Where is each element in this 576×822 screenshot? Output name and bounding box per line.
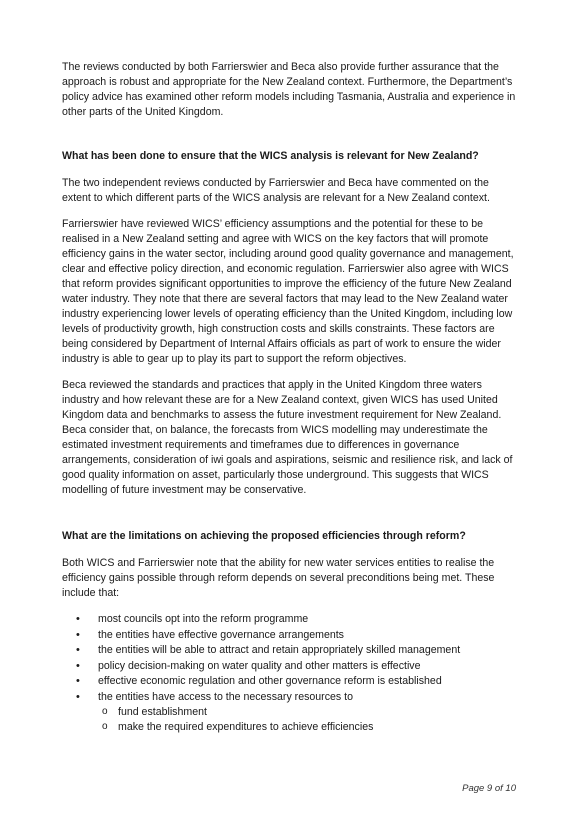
- paragraph: Farrierswier have reviewed WICS’ efficiency assumptions and the potential for these to be realised in a New Zealand setting and agree with WICS on the key factors that will promote efficiency gains in the water sector, including around good quality governance and management, clear and effective policy direction, and economic regulation. Farrierswier also agree with WICS that reform provides significant opportunities to improve the efficiency of the future New Zealand water industry. They note that there are several factors that may lead to the New Zealand water industry experiencing lower levels of operating efficiency than the United Kingdom, including low levels of productivity growth, high construction costs and skills constraints. These factors are being considered by Department of Internal Affairs officials as part of work to ensure the wider industry is able to gear up to play its part to support the reform objectives.: [62, 218, 514, 365]
- section-heading: What has been done to ensure that the WICS analysis is relevant for New Zealand?: [62, 150, 479, 162]
- section-heading: What are the limitations on achieving the proposed efficiencies through reform?: [62, 530, 466, 542]
- sub-list-item: o fund establishment: [62, 705, 518, 720]
- sub-list-item: o make the required expenditures to achieve efficiencies: [62, 720, 518, 735]
- paragraph: Both WICS and Farrierswier note that the ability for new water services entities to realise the efficiency gains possible through reform depends on several preconditions being met. These include that:: [62, 557, 495, 599]
- list-item: [62, 690, 518, 736]
- list-item: • the entities have effective governance arrangements: [62, 628, 518, 644]
- paragraph: The two independent reviews conducted by Farrierswier and Beca have commented on the extent to which different parts of the WICS analysis are relevant for a New Zealand context.: [62, 177, 490, 204]
- document-body: [62, 60, 518, 735]
- list-item: • effective economic regulation and other governance reform is established: [62, 674, 518, 690]
- list-item-text: the entities have access to the necessary resources to: [98, 690, 353, 703]
- bullet-list: [62, 612, 518, 735]
- sub-bullet-list: [98, 705, 518, 735]
- page-number: Page 9 of 10: [462, 783, 516, 794]
- list-item: • most councils opt into the reform programme: [62, 612, 518, 628]
- list-item: • the entities will be able to attract and retain appropriately skilled management: [62, 643, 518, 659]
- paragraph: The reviews conducted by both Farrierswier and Beca also provide further assurance that the approach is robust and appropriate for the New Zealand context. Furthermore, the Department’s policy advice has examined other reform models including Tasmania, Australia and experience in other parts of the United Kingdom.: [62, 61, 516, 118]
- list-item: • policy decision-making on water quality and other matters is effective: [62, 659, 518, 675]
- paragraph: Beca reviewed the standards and practices that apply in the United Kingdom three waters industry and how relevant these are for a New Zealand context, given WICS has used United Kingdom data and benchmarks to assess the future investment requirement for New Zealand. Beca consider that, on balance, the forecasts from WICS modelling may underestimate the estimated investment requirements and timeframes due to differences in governance arrangements, consideration of iwi goals and aspirations, seismic and resilience risk, and lack of good quality information on asset, particularly those underground. This suggests that WICS modelling of future investment may be conservative.: [62, 379, 513, 496]
